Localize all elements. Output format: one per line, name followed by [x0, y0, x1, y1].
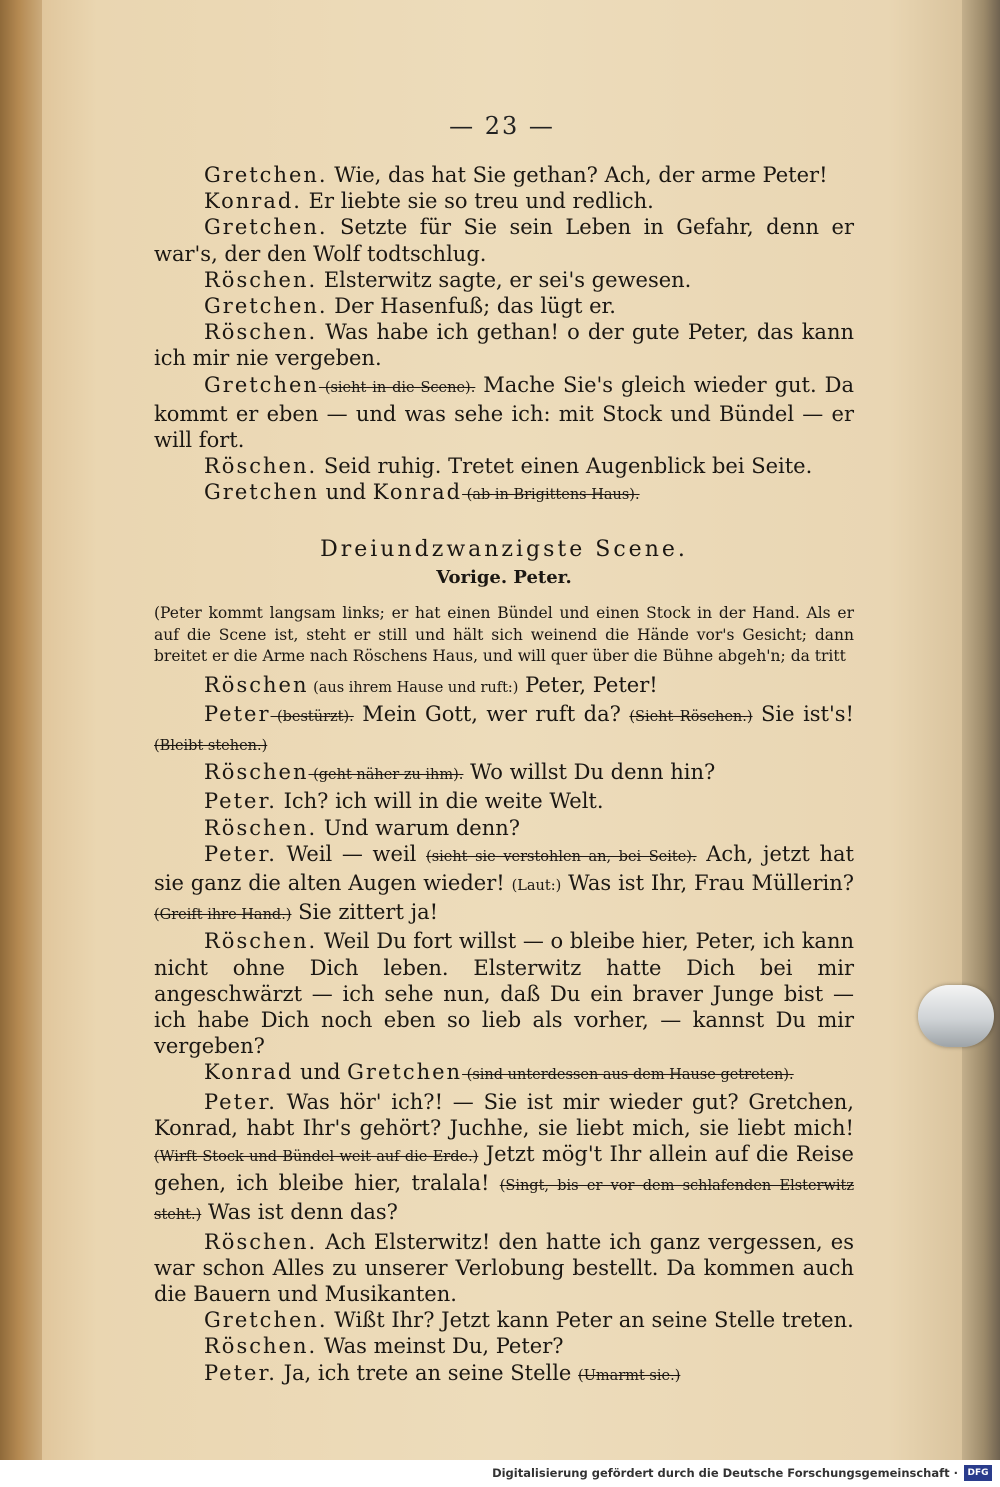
- speech: Sie zittert ja!: [291, 900, 439, 925]
- speech: Elsterwitz sagte, er sei's gewesen.: [317, 267, 692, 292]
- dialogue-line: [154, 1360, 854, 1389]
- dialogue-line: [154, 188, 854, 214]
- dialogue-line: [154, 1089, 854, 1229]
- page-text: [154, 162, 854, 1389]
- stage-note: (sind unterdessen aus dem Hause getreten).: [462, 1067, 794, 1084]
- stage-note: (Bleibt stehen.): [154, 737, 268, 754]
- speech: Weil — weil: [276, 841, 427, 866]
- speech: und: [293, 1060, 348, 1085]
- speaker: Röschen.: [204, 1334, 318, 1359]
- speech: Was ist Ihr, Frau Müllerin?: [561, 870, 854, 895]
- dialogue-line: [154, 267, 854, 293]
- scan-book-edge-left: [0, 0, 48, 1460]
- stage-note: (ab in Brigittens Haus).: [462, 487, 640, 504]
- speech: Der Hasenfuß; das lügt er.: [327, 294, 616, 319]
- speaker: Peter: [204, 701, 271, 726]
- speaker: Röschen.: [204, 815, 318, 840]
- dialogue-line: [154, 293, 854, 319]
- speech: Ach Elsterwitz! den hatte ich ganz vergessen, es war schon Alles zu unserer Verlobung bestellt. Da kommen auch die Bauern und Musikanten.: [154, 1229, 854, 1307]
- dialogue-line: [154, 701, 854, 759]
- speech: Seid ruhig. Tretet einen Augenblick bei Seite.: [317, 454, 813, 479]
- speaker: Röschen: [204, 672, 309, 697]
- speech: Er liebte sie so treu und redlich.: [301, 189, 654, 214]
- dialogue-line: [154, 841, 854, 929]
- speaker: Röschen.: [204, 320, 318, 345]
- scene-persons: Vorige. Peter.: [436, 566, 572, 588]
- dialogue-line: [154, 928, 854, 1059]
- stage-note: (sieht in die Scene).: [318, 379, 476, 396]
- dialogue-line: [154, 453, 854, 479]
- speaker: Röschen.: [204, 267, 318, 292]
- speaker: Konrad.: [204, 189, 302, 214]
- dialogue-line: [154, 788, 854, 814]
- speaker: Konrad: [372, 480, 463, 505]
- dialogue-line: [154, 162, 854, 188]
- speech: Ja, ich trete an seine Stelle: [276, 1360, 579, 1385]
- stage-note: (Singt, bis er vor dem schlafenden Elsterwitz steht.): [154, 1178, 855, 1224]
- speech: Sie ist's!: [752, 701, 854, 726]
- speaker: Röschen: [204, 760, 309, 785]
- paper-clip: [918, 985, 994, 1047]
- stage-note: (sieht sie verstohlen an, bei Seite).: [426, 848, 697, 865]
- speech: Wo willst Du denn hin?: [463, 760, 716, 785]
- speaker: Röschen.: [204, 454, 318, 479]
- speech: Wißt Ihr? Jetzt kann Peter an seine Stelle treten.: [327, 1308, 854, 1333]
- speech: Peter, Peter!: [518, 672, 658, 697]
- dialogue-line: [154, 1307, 854, 1333]
- scan-book-edge-right: [960, 0, 1000, 1460]
- speech: und: [318, 480, 373, 505]
- speech: Ach, jetzt hat sie ganz die alten Augen wieder!: [154, 841, 854, 895]
- speaker: Peter.: [204, 1360, 277, 1385]
- stage-note: (Wirft Stock und Bündel weit auf die Erde.): [154, 1149, 479, 1165]
- speech: Was hör' ich?! — Sie ist mir wieder gut? Gretchen, Konrad, habt Ihr's gehört? Juchhe, sie liebt mich, sie liebt mich!: [154, 1089, 854, 1140]
- stage-note: (aus ihrem Hause und ruft:): [308, 679, 519, 696]
- speaker: Gretchen: [347, 1060, 463, 1085]
- speaker: Peter.: [204, 1089, 277, 1114]
- speaker: Konrad: [204, 1060, 294, 1085]
- speech: Und warum denn?: [317, 815, 520, 840]
- speech: Ich? ich will in die weite Welt.: [276, 789, 604, 814]
- dfg-logo: DFG: [964, 1465, 992, 1481]
- speaker: Gretchen.: [204, 294, 328, 319]
- speaker: Gretchen.: [204, 215, 328, 240]
- stage-note: (Umarmt sie.): [578, 1367, 681, 1384]
- speaker: Gretchen.: [204, 1308, 328, 1333]
- page-number: — 23 —: [449, 112, 555, 140]
- dialogue-line: [154, 479, 854, 508]
- speaker: Peter.: [204, 789, 277, 814]
- speaker: Röschen.: [204, 929, 318, 954]
- stage-note: (Greift ihre Hand.): [154, 907, 292, 924]
- stage-note: (bestürzt).: [270, 708, 354, 725]
- speaker: Gretchen: [204, 372, 319, 397]
- speaker: Gretchen: [204, 480, 319, 505]
- speech: Was habe ich gethan! o der gute Peter, das kann ich mir nie vergeben.: [154, 320, 854, 371]
- speech: Was ist denn das?: [201, 1200, 398, 1225]
- stage-note: (geht näher zu ihm).: [308, 767, 464, 784]
- speech: Wie, das hat Sie gethan? Ach, der arme Peter!: [327, 163, 828, 187]
- dialogue-line: [154, 1333, 854, 1359]
- speech: Setzte für Sie sein Leben in Gefahr, denn er war's, der den Wolf todtschlug.: [154, 215, 854, 266]
- dialogue-line: [154, 319, 854, 371]
- dialogue-line: [154, 815, 854, 841]
- dialogue-line: [154, 672, 854, 701]
- footer-bar: [0, 1460, 1000, 1487]
- stage-direction: (Peter kommt langsam links; er hat einen Bündel und einen Stock in der Hand. Als er auf die Scene ist, steht er still und hält sich weinend die Hände vor's Gesicht; dann breitet er die Arme nach Röschens Haus, und will quer über die Bühne abgeh'n; da tritt: [154, 604, 854, 666]
- speaker: Gretchen.: [204, 163, 328, 187]
- scene-heading: Dreiundzwanzigste Scene.: [320, 536, 688, 562]
- book-page: [42, 0, 962, 1460]
- stage-note: (Laut:): [511, 877, 562, 894]
- speaker: Peter.: [204, 841, 277, 866]
- stage-note: (Sieht Röschen.): [629, 708, 753, 725]
- speech: Mache Sie's gleich wieder gut. Da kommt er eben — und was sehe ich: mit Stock und Bündel — er will fort.: [154, 372, 854, 453]
- speech: Was meinst Du, Peter?: [317, 1334, 564, 1359]
- dialogue-line: [154, 1059, 854, 1088]
- dialogue-line: [154, 214, 854, 266]
- speaker: Röschen.: [204, 1229, 318, 1254]
- dialogue-line: [154, 372, 854, 454]
- funding-note: Digitalisierung gefördert durch die Deutsche Forschungsgemeinschaft ·: [492, 1466, 958, 1480]
- speech: Mein Gott, wer ruft da?: [353, 701, 630, 726]
- dialogue-line: [154, 759, 854, 788]
- speech: Jetzt mög't Ihr allein auf die Reise gehen, ich bleibe hier, tralala!: [154, 1142, 854, 1196]
- dialogue-line: [154, 1229, 854, 1308]
- speech: Weil Du fort willst — o bleibe hier, Peter, ich kann nicht ohne Dich leben. Elsterwitz hatte Dich bei mir angeschwärzt — ich sehe nun, daß Du ein braver Junge bist — ich habe Dich noch eben so lieb als vorher, — kannst Du mir vergeben?: [154, 929, 854, 1059]
